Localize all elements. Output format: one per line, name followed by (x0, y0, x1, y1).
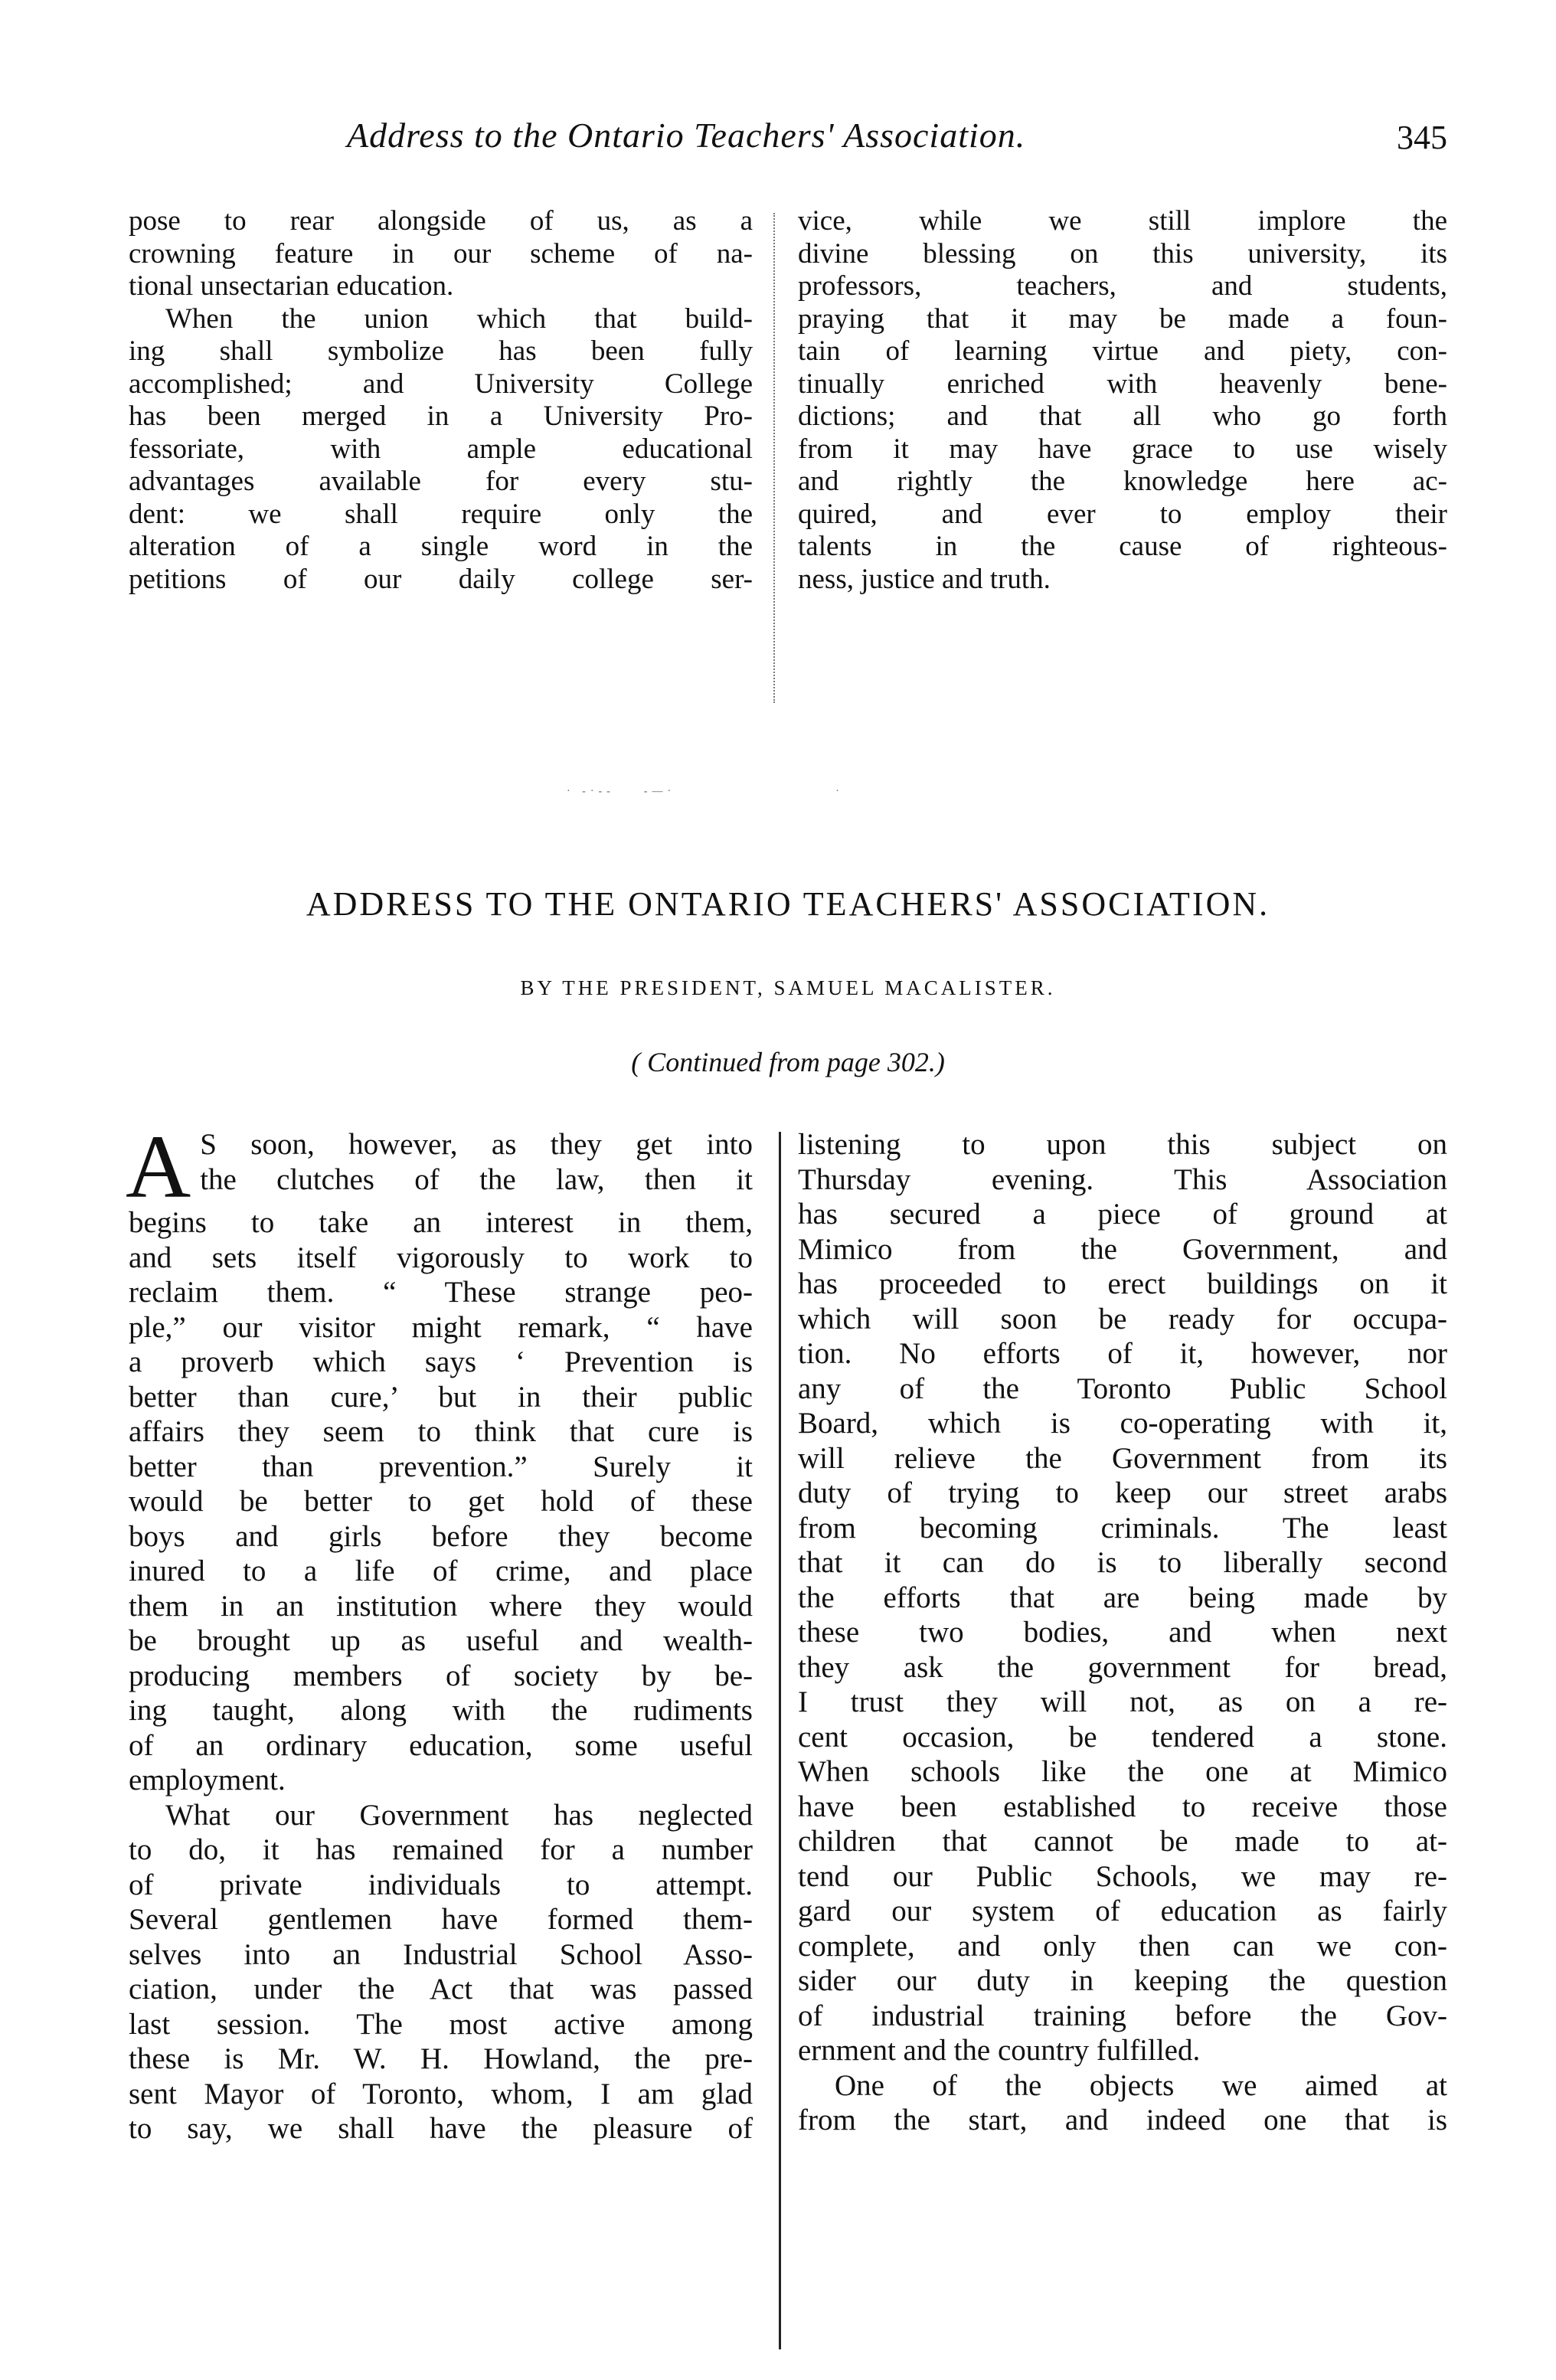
text-line: better than cure,’ but in their public (129, 1380, 753, 1414)
text-line: the efforts that are being made by (798, 1581, 1447, 1614)
text-line: crowning feature in our scheme of na- (129, 237, 753, 270)
text-line: inured to a life of crime, and place (129, 1555, 753, 1587)
text-line: that it can do is to liberally second (798, 1546, 1447, 1579)
text-line: from becoming criminals. The least (798, 1511, 1447, 1545)
section-separator-ornament: · -·-- -—· · (567, 786, 844, 797)
text-line: quired, and ever to employ their (798, 498, 1447, 530)
text-line: selves into an Industrial School Asso- (129, 1937, 753, 1971)
text-line: vice, while we still implore the (798, 205, 1447, 237)
page-number: 345 (1397, 119, 1447, 156)
text-line: has secured a piece of ground at (798, 1198, 1447, 1231)
drop-cap: A (126, 1116, 191, 1217)
text-line: children that cannot be made to at- (798, 1825, 1447, 1858)
column-divider (773, 213, 775, 703)
text-line: petitions of our daily college ser- (129, 563, 753, 595)
text-line: tend our Public Schools, we may re- (798, 1859, 1447, 1893)
running-head (129, 115, 1447, 168)
bottom-left-column (126, 1116, 753, 2146)
text-line: Thursday evening. This Association (798, 1162, 1447, 1196)
text-line: these two bodies, and when next (798, 1616, 1447, 1649)
text-line: ing taught, along with the rudiments (129, 1694, 753, 1727)
text-line: listening to upon this subject on (798, 1128, 1447, 1161)
text-line: last session. The most active among (129, 2007, 753, 2041)
text-line: they ask the government for bread, (798, 1650, 1447, 1684)
text-line: to say, we shall have the pleasure of (129, 2112, 753, 2145)
text-line: pose to rear alongside of us, as a (129, 205, 753, 237)
text-line: the clutches of the law, then it (200, 1162, 753, 1196)
text-line: a proverb which says ‘ Prevention is (129, 1345, 753, 1378)
text-line: them in an institution where they would (129, 1589, 753, 1623)
text-line: boys and girls before they become (129, 1519, 753, 1553)
text-line: praying that it may be made a foun- (798, 302, 1447, 335)
text-line: talents in the cause of righteous- (798, 531, 1447, 562)
text-line: sider our duty in keeping the question (798, 1964, 1447, 1997)
text-line: producing members of society by be- (129, 1659, 753, 1692)
text-line: tional unsectarian education. (129, 270, 454, 302)
running-title: Address to the Ontario Teachers' Association. (347, 116, 1026, 155)
text-line: Several gentlemen have formed them- (129, 1903, 753, 1936)
text-line: tain of learning virtue and piety, con- (798, 335, 1447, 367)
bottom-right-column (798, 1127, 1447, 2138)
paragraph-start-line: What our Government has neglected (165, 1798, 753, 1832)
text-line: When schools like the one at Mimico (798, 1755, 1447, 1788)
top-left-column (129, 205, 753, 596)
text-line: and sets itself vigorously to work to (129, 1241, 753, 1274)
text-line: duty of trying to keep our street arabs (798, 1476, 1447, 1509)
text-line: ernment and the country fulfilled. (798, 2034, 1201, 2067)
text-line: advantages available for every stu- (129, 466, 753, 497)
text-line: would be better to get hold of these (129, 1485, 753, 1518)
text-line: dictions; and that all who go forth (798, 400, 1447, 432)
text-line: to do, it has remained for a number (129, 1833, 753, 1866)
text-line: be brought up as useful and wealth- (129, 1624, 753, 1657)
text-line: reclaim them. “ These strange peo- (129, 1276, 753, 1309)
paragraph-start-line: One of the objects we aimed at (835, 2068, 1447, 2102)
article-title: ADDRESS TO THE ONTARIO TEACHERS' ASSOCIATION. (306, 885, 1270, 923)
text-line: sent Mayor of Toronto, whom, I am glad (129, 2077, 753, 2110)
text-line: which will soon be ready for occupa- (798, 1302, 1447, 1335)
text-line: of industrial training before the Gov- (798, 1999, 1447, 2032)
continued-note: ( Continued from page 302.) (631, 1047, 945, 1077)
text-line: and rightly the knowledge here ac- (798, 466, 1447, 497)
text-line: has been merged in a University Pro- (129, 400, 753, 432)
column-divider (779, 1132, 781, 2349)
text-line: tion. No efforts of it, however, nor (798, 1337, 1447, 1370)
text-line: tinually enriched with heavenly bene- (798, 368, 1447, 400)
text-line: better than prevention.” Surely it (129, 1450, 753, 1483)
text-line: ple,” our visitor might remark, “ have (129, 1310, 753, 1344)
text-line: ness, justice and truth. (798, 563, 1051, 595)
text-line: gard our system of education as fairly (798, 1895, 1447, 1927)
text-line: from the start, and indeed one that is (798, 2104, 1447, 2136)
text-line: complete, and only then can we con- (798, 1929, 1447, 1963)
text-line: of an ordinary education, some useful (129, 1728, 753, 1762)
text-line: fessoriate, with ample educational (129, 433, 753, 465)
text-line: Mimico from the Government, and (798, 1232, 1447, 1266)
text-line: professors, teachers, and students, (798, 270, 1447, 302)
text-line: divine blessing on this university, its (798, 237, 1447, 270)
text-line: any of the Toronto Public School (798, 1371, 1447, 1405)
text-line: begins to take an interest in them, (129, 1206, 753, 1239)
text-line: accomplished; and University College (129, 368, 753, 400)
top-right-column (798, 205, 1447, 596)
text-line: of private individuals to attempt. (129, 1868, 753, 1901)
text-line: will relieve the Government from its (798, 1441, 1447, 1475)
text-line: S soon, however, as they get into (200, 1128, 753, 1161)
text-line: I trust they will not, as on a re- (798, 1685, 1447, 1718)
text-line: dent: we shall require only the (129, 498, 753, 530)
paragraph-start-line: When the union which that build- (165, 302, 753, 335)
text-line: affairs they seem to think that cure is (129, 1415, 753, 1448)
byline: BY THE PRESIDENT, SAMUEL MACALISTER. (520, 976, 1056, 999)
text-line: ciation, under the Act that was passed (129, 1973, 753, 2006)
text-line: from it may have grace to use wisely (798, 433, 1447, 465)
text-line: have been established to receive those (798, 1790, 1447, 1823)
text-line: Board, which is co-operating with it, (798, 1407, 1447, 1440)
text-line: has proceeded to erect buildings on it (798, 1267, 1447, 1300)
text-line: ing shall symbolize has been fully (129, 335, 753, 367)
text-line: alteration of a single word in the (129, 531, 753, 562)
text-line: these is Mr. W. H. Howland, the pre- (129, 2042, 753, 2075)
text-line: employment. (129, 1764, 286, 1796)
text-line: cent occasion, be tendered a stone. (798, 1720, 1447, 1754)
